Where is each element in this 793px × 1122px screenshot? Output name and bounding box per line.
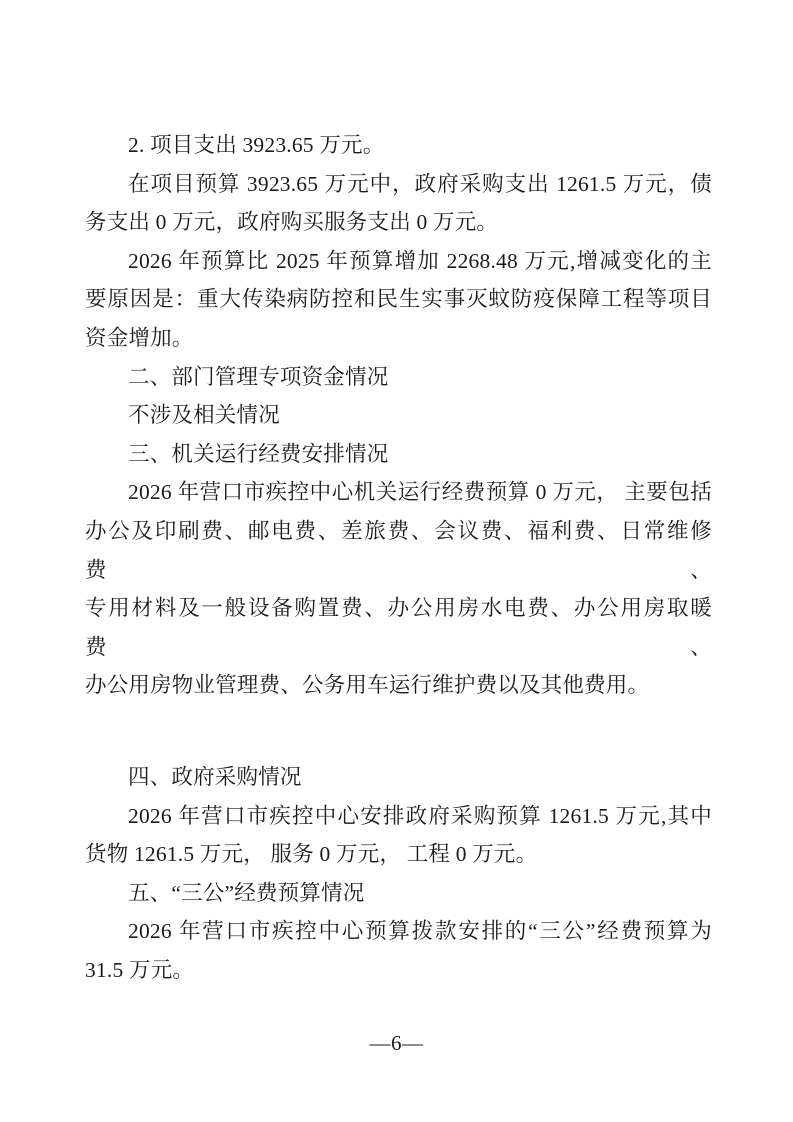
text-line: 货物 1261.5 万元， 服务 0 万元， 工程 0 万元。: [85, 842, 538, 867]
text-line: 办公及印刷费、邮电费、差旅费、会议费、福利费、日常维修费、: [85, 518, 712, 582]
section-heading: 四、政府采购情况: [128, 764, 302, 789]
text-line: 专用材料及一般设备购置费、办公用房水电费、办公用房取暖费、: [85, 596, 712, 659]
document-body: [85, 126, 712, 989]
section-gap: [85, 705, 712, 758]
section-heading: 三、机关运行经费安排情况: [128, 441, 389, 466]
section-heading: 二、部门管理专项资金情况: [128, 364, 389, 389]
section-heading: 五、“三公”经费预算情况: [128, 880, 365, 905]
text-line: 务支出 0 万元，政府购买服务支出 0 万元。: [85, 210, 499, 235]
text-line: 办公用房物业管理费、公务用车运行维护费以及其他费用。: [85, 673, 650, 698]
page-number: —6—: [369, 1031, 424, 1055]
text-line: 在项目预算 3923.65 万元中，政府采购支出 1261.5 万元，债: [128, 171, 712, 196]
text-line: 2026 年预算比 2025 年预算增加 2268.48 万元,增减变化的主: [128, 248, 712, 273]
text-line: 31.5 万元。: [85, 957, 195, 982]
text-line: 资金增加。: [85, 325, 194, 350]
text-line: 2026 年营口市疾控中心预算拨款安排的“三公”经费预算为: [128, 919, 712, 944]
text-line: 2026 年营口市疾控中心机关运行经费预算 0 万元， 主要包括: [128, 480, 712, 505]
text-line: 不涉及相关情况: [128, 403, 280, 428]
text-line: 2026 年营口市疾控中心安排政府采购预算 1261.5 万元,其中: [128, 803, 712, 828]
text-line: 2. 项目支出 3923.65 万元。: [128, 133, 385, 157]
text-line: 要原因是：重大传染病防控和民生实事灭蚊防疫保障工程等项目: [85, 287, 712, 312]
